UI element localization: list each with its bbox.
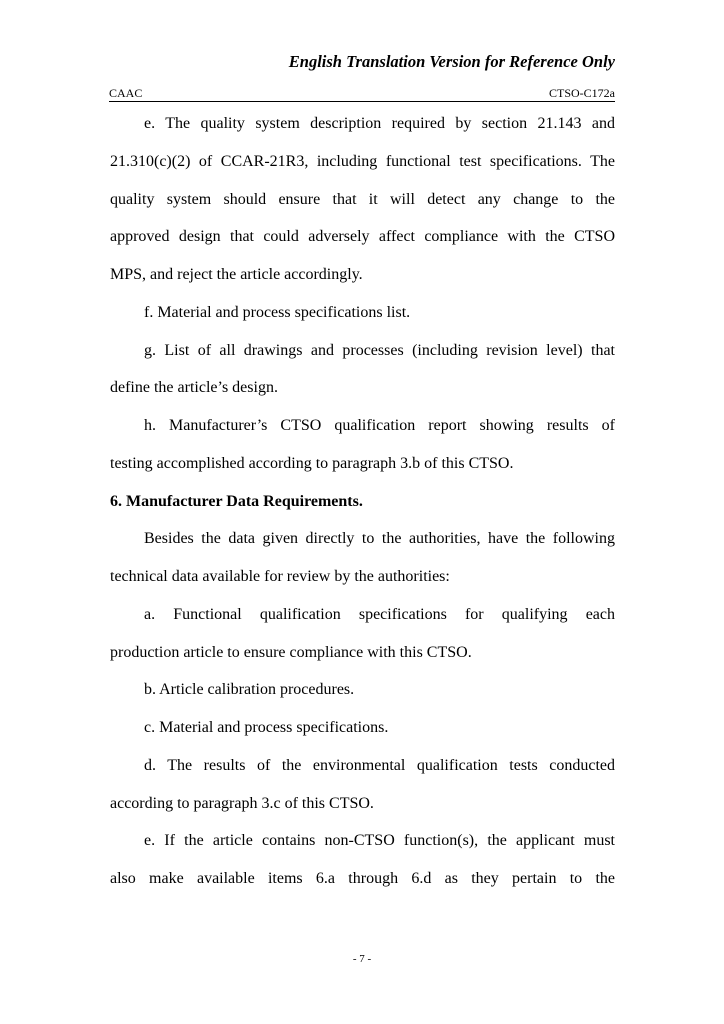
text-line: c. Material and process specifications. xyxy=(144,719,389,736)
text-line: MPS, and reject the article accordingly. xyxy=(110,266,363,283)
page-number: - 7 - xyxy=(352,953,372,965)
page-body xyxy=(110,111,615,904)
text-line: also make available items 6.a through 6.d as they pertain to the xyxy=(110,870,615,887)
text-line: quality system should ensure that it will detect any change to the xyxy=(110,190,615,208)
document-title-banner: English Translation Version for Reference Only xyxy=(288,52,615,71)
header-organization: CAAC xyxy=(109,86,143,100)
text-line: b. Article calibration procedures. xyxy=(144,681,355,699)
section-heading: 6. Manufacturer Data Requirements. xyxy=(110,492,363,510)
text-line: f. Material and process specifications list. xyxy=(144,303,411,321)
text-line: a. Functional qualification specifications for qualifying each xyxy=(144,605,615,623)
text-line: approved design that could adversely affect compliance with the CTSO xyxy=(110,228,615,246)
text-line: 21.310(c)(2) of CCAR-21R3, including functional test specifications. The xyxy=(110,152,615,170)
text-line: h. Manufacturer’s CTSO qualification report showing results of xyxy=(144,417,615,434)
text-line: technical data available for review by the authorities: xyxy=(110,568,450,585)
text-line: g. List of all drawings and processes (including revision level) that xyxy=(144,341,615,359)
text-line: Besides the data given directly to the authorities, have the following xyxy=(144,530,615,548)
running-header xyxy=(109,86,615,102)
header-document-id: CTSO-C172a xyxy=(549,86,615,100)
text-line: e. If the article contains non-CTSO function(s), the applicant must xyxy=(144,832,615,850)
text-line: e. The quality system description required by section 21.143 and xyxy=(144,115,615,132)
text-line: d. The results of the environmental qualification tests conducted xyxy=(144,756,615,774)
text-line: according to paragraph 3.c of this CTSO. xyxy=(110,794,374,812)
text-line: production article to ensure compliance with this CTSO. xyxy=(110,643,472,661)
text-line: testing accomplished according to paragraph 3.b of this CTSO. xyxy=(110,454,514,472)
text-line: define the article’s design. xyxy=(110,379,278,397)
